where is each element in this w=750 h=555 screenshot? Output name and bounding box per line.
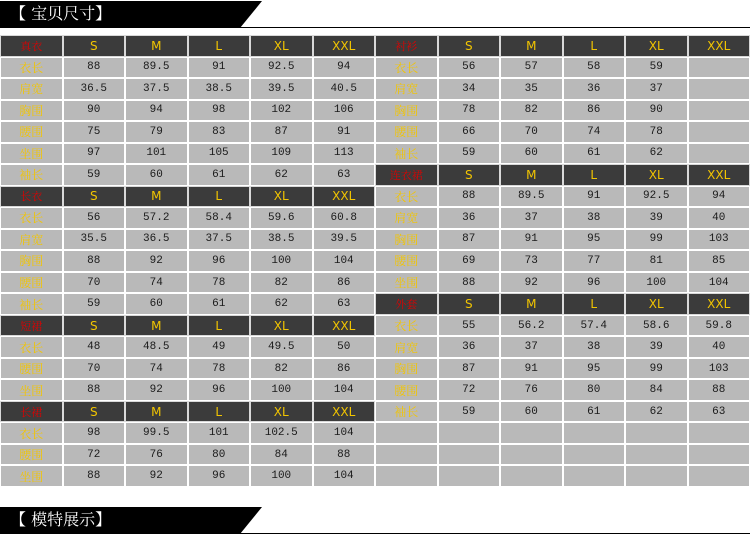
measurement-value: 96 — [563, 272, 626, 294]
measurement-value: 97 — [63, 143, 126, 165]
measurement-value: 99 — [625, 229, 688, 251]
measurement-value: 39.5 — [250, 78, 313, 100]
measurement-value: 76 — [500, 379, 563, 401]
measurement-value: 104 — [313, 250, 376, 272]
measurement-value: 104 — [313, 465, 376, 487]
measurement-value: 104 — [313, 379, 376, 401]
measurement-value: 56 — [63, 207, 126, 229]
measurement-value: 92.5 — [625, 186, 688, 208]
measurement-value: 39 — [625, 336, 688, 358]
size-header: M — [125, 315, 188, 337]
size-header: L — [188, 315, 251, 337]
measurement-label: 肩宽 — [375, 78, 438, 100]
measurement-value: 61 — [563, 401, 626, 423]
measurement-value: 91 — [500, 229, 563, 251]
measurement-value: 96 — [188, 250, 251, 272]
measurement-value: 39.5 — [313, 229, 376, 251]
measurement-value: 56 — [438, 57, 501, 79]
size-header: M — [500, 293, 563, 315]
measurement-label: 衣长 — [0, 422, 63, 444]
garment-category-label: 衬衫 — [375, 35, 438, 57]
measurement-value: 36 — [563, 78, 626, 100]
measurement-label: 衣长 — [0, 57, 63, 79]
measurement-value: 99 — [625, 358, 688, 380]
empty-cell — [438, 422, 501, 444]
empty-cell — [375, 465, 438, 487]
size-header: L — [188, 186, 251, 208]
empty-cell — [438, 444, 501, 466]
size-header: XL — [625, 35, 688, 57]
measurement-value: 59 — [625, 57, 688, 79]
measurement-value: 63 — [313, 164, 376, 186]
measurement-value: 99.5 — [125, 422, 188, 444]
measurement-value: 92 — [125, 465, 188, 487]
measurement-value: 84 — [625, 379, 688, 401]
size-header: M — [125, 35, 188, 57]
size-header: L — [188, 401, 251, 423]
measurement-value: 109 — [250, 143, 313, 165]
size-header: XXL — [688, 35, 750, 57]
measurement-value: 96 — [188, 465, 251, 487]
measurement-value: 60 — [500, 143, 563, 165]
measurement-value: 70 — [63, 358, 126, 380]
size-header: S — [438, 293, 501, 315]
garment-category-label: 短裙 — [0, 315, 63, 337]
size-header: XL — [250, 315, 313, 337]
measurement-value: 61 — [188, 164, 251, 186]
measurement-value: 62 — [625, 401, 688, 423]
measurement-label: 腰围 — [0, 358, 63, 380]
measurement-value: 88 — [313, 444, 376, 466]
measurement-value: 91 — [563, 186, 626, 208]
measurement-value: 62 — [250, 164, 313, 186]
model-banner-box — [0, 507, 240, 534]
measurement-value: 100 — [250, 250, 313, 272]
measurement-value: 50 — [313, 336, 376, 358]
measurement-value: 98 — [63, 422, 126, 444]
measurement-label: 胸围 — [375, 100, 438, 122]
empty-cell — [688, 422, 750, 444]
size-header: S — [438, 164, 501, 186]
measurement-value: 88 — [63, 57, 126, 79]
measurement-value: 82 — [250, 272, 313, 294]
measurement-value: 86 — [313, 272, 376, 294]
empty-cell — [688, 78, 750, 100]
garment-category-label: 外套 — [375, 293, 438, 315]
empty-cell — [688, 143, 750, 165]
measurement-value: 48 — [63, 336, 126, 358]
measurement-label: 坐围 — [375, 272, 438, 294]
garment-category-label: 长衣 — [0, 186, 63, 208]
measurement-value: 94 — [125, 100, 188, 122]
empty-cell — [625, 444, 688, 466]
model-section-title: 【 模特展示】 — [10, 510, 112, 529]
measurement-label: 肩宽 — [0, 78, 63, 100]
measurement-label: 袖长 — [375, 401, 438, 423]
measurement-value: 48.5 — [125, 336, 188, 358]
size-header: S — [63, 186, 126, 208]
measurement-label: 衣长 — [0, 336, 63, 358]
measurement-value: 62 — [250, 293, 313, 315]
empty-cell — [688, 465, 750, 487]
size-header: L — [188, 35, 251, 57]
measurement-value: 76 — [125, 444, 188, 466]
measurement-label: 坐围 — [0, 143, 63, 165]
measurement-value: 92.5 — [250, 57, 313, 79]
measurement-value: 103 — [688, 358, 750, 380]
empty-cell — [688, 444, 750, 466]
measurement-value: 58.6 — [625, 315, 688, 337]
measurement-value: 74 — [563, 121, 626, 143]
size-header: S — [63, 401, 126, 423]
measurement-value: 49 — [188, 336, 251, 358]
garment-category-label: 长裙 — [0, 401, 63, 423]
measurement-label: 袖长 — [0, 164, 63, 186]
measurement-value: 78 — [188, 358, 251, 380]
size-header: M — [500, 164, 563, 186]
measurement-value: 88 — [63, 250, 126, 272]
measurement-value: 100 — [250, 379, 313, 401]
measurement-label: 胸围 — [0, 100, 63, 122]
measurement-value: 104 — [313, 422, 376, 444]
measurement-value: 91 — [500, 358, 563, 380]
measurement-value: 94 — [313, 57, 376, 79]
measurement-value: 77 — [563, 250, 626, 272]
measurement-value: 74 — [125, 358, 188, 380]
empty-cell — [688, 100, 750, 122]
size-chart-grid — [0, 35, 750, 487]
measurement-label: 坐围 — [0, 465, 63, 487]
measurement-value: 82 — [250, 358, 313, 380]
measurement-value: 59 — [63, 293, 126, 315]
measurement-label: 袖长 — [0, 293, 63, 315]
measurement-value: 88 — [63, 379, 126, 401]
size-header: S — [63, 315, 126, 337]
measurement-value: 73 — [500, 250, 563, 272]
size-header: S — [63, 35, 126, 57]
size-header: XXL — [688, 164, 750, 186]
measurement-value: 105 — [188, 143, 251, 165]
size-section-title: 【 宝贝尺寸】 — [10, 4, 112, 23]
empty-cell — [688, 57, 750, 79]
size-header: XL — [250, 186, 313, 208]
measurement-value: 80 — [563, 379, 626, 401]
measurement-value: 101 — [125, 143, 188, 165]
measurement-label: 腰围 — [375, 250, 438, 272]
measurement-label: 腰围 — [0, 121, 63, 143]
measurement-value: 92 — [125, 379, 188, 401]
size-header: XL — [625, 293, 688, 315]
measurement-value: 92 — [500, 272, 563, 294]
measurement-value: 88 — [63, 465, 126, 487]
empty-cell — [563, 444, 626, 466]
measurement-value: 37.5 — [188, 229, 251, 251]
measurement-label: 坐围 — [0, 379, 63, 401]
measurement-value: 39 — [625, 207, 688, 229]
measurement-value: 88 — [438, 186, 501, 208]
measurement-value: 60 — [500, 401, 563, 423]
garment-category-label: 连衣裙 — [375, 164, 438, 186]
measurement-value: 34 — [438, 78, 501, 100]
measurement-value: 104 — [688, 272, 750, 294]
measurement-value: 66 — [438, 121, 501, 143]
measurement-label: 胸围 — [375, 358, 438, 380]
measurement-label: 衣长 — [375, 186, 438, 208]
measurement-value: 61 — [188, 293, 251, 315]
measurement-value: 59.6 — [250, 207, 313, 229]
measurement-label: 腰围 — [375, 379, 438, 401]
measurement-value: 70 — [63, 272, 126, 294]
measurement-value: 57.4 — [563, 315, 626, 337]
size-header: XXL — [313, 315, 376, 337]
size-header: M — [125, 186, 188, 208]
measurement-value: 88 — [688, 379, 750, 401]
size-header: XXL — [313, 186, 376, 208]
size-header: L — [563, 293, 626, 315]
measurement-label: 肩宽 — [375, 207, 438, 229]
measurement-value: 35 — [500, 78, 563, 100]
measurement-value: 91 — [313, 121, 376, 143]
size-header: M — [500, 35, 563, 57]
measurement-value: 36.5 — [125, 229, 188, 251]
measurement-value: 37 — [625, 78, 688, 100]
banner-arrow — [240, 1, 262, 28]
measurement-value: 89.5 — [500, 186, 563, 208]
measurement-value: 35.5 — [63, 229, 126, 251]
empty-cell — [625, 422, 688, 444]
measurement-value: 90 — [63, 100, 126, 122]
measurement-value: 78 — [438, 100, 501, 122]
measurement-value: 59.8 — [688, 315, 750, 337]
measurement-value: 38.5 — [188, 78, 251, 100]
measurement-value: 89.5 — [125, 57, 188, 79]
empty-cell — [625, 465, 688, 487]
size-header: M — [125, 401, 188, 423]
measurement-value: 38 — [563, 336, 626, 358]
measurement-value: 113 — [313, 143, 376, 165]
measurement-label: 肩宽 — [375, 336, 438, 358]
measurement-value: 102.5 — [250, 422, 313, 444]
measurement-value: 86 — [313, 358, 376, 380]
measurement-label: 衣长 — [0, 207, 63, 229]
size-header: XL — [625, 164, 688, 186]
measurement-value: 63 — [313, 293, 376, 315]
measurement-value: 60 — [125, 164, 188, 186]
measurement-value: 84 — [250, 444, 313, 466]
measurement-label: 袖长 — [375, 143, 438, 165]
measurement-value: 58.4 — [188, 207, 251, 229]
measurement-value: 57.2 — [125, 207, 188, 229]
measurement-value: 80 — [188, 444, 251, 466]
measurement-value: 85 — [688, 250, 750, 272]
measurement-value: 37.5 — [125, 78, 188, 100]
measurement-value: 72 — [63, 444, 126, 466]
measurement-value: 96 — [188, 379, 251, 401]
measurement-value: 91 — [188, 57, 251, 79]
measurement-value: 101 — [188, 422, 251, 444]
measurement-value: 95 — [563, 358, 626, 380]
measurement-value: 106 — [313, 100, 376, 122]
empty-cell — [500, 422, 563, 444]
measurement-value: 94 — [688, 186, 750, 208]
size-header: L — [563, 164, 626, 186]
measurement-value: 83 — [188, 121, 251, 143]
empty-cell — [438, 465, 501, 487]
measurement-value: 61 — [563, 143, 626, 165]
size-header: XXL — [313, 35, 376, 57]
measurement-value: 37 — [500, 207, 563, 229]
measurement-value: 36 — [438, 336, 501, 358]
measurement-value: 92 — [125, 250, 188, 272]
size-header: XXL — [688, 293, 750, 315]
measurement-value: 74 — [125, 272, 188, 294]
measurement-label: 衣长 — [375, 57, 438, 79]
measurement-value: 59 — [438, 401, 501, 423]
measurement-value: 90 — [625, 100, 688, 122]
measurement-value: 40 — [688, 207, 750, 229]
empty-cell — [500, 444, 563, 466]
measurement-value: 60.8 — [313, 207, 376, 229]
measurement-value: 36 — [438, 207, 501, 229]
measurement-value: 102 — [250, 100, 313, 122]
measurement-value: 86 — [563, 100, 626, 122]
measurement-value: 38.5 — [250, 229, 313, 251]
measurement-value: 59 — [63, 164, 126, 186]
measurement-value: 36.5 — [63, 78, 126, 100]
measurement-value: 78 — [188, 272, 251, 294]
size-header: XL — [250, 401, 313, 423]
measurement-value: 75 — [63, 121, 126, 143]
empty-cell — [375, 422, 438, 444]
measurement-value: 40 — [688, 336, 750, 358]
empty-cell — [375, 444, 438, 466]
measurement-label: 腰围 — [375, 121, 438, 143]
measurement-value: 59 — [438, 143, 501, 165]
measurement-value: 69 — [438, 250, 501, 272]
measurement-label: 胸围 — [0, 250, 63, 272]
size-banner-box — [0, 1, 240, 28]
measurement-value: 100 — [250, 465, 313, 487]
empty-cell — [563, 465, 626, 487]
measurement-value: 63 — [688, 401, 750, 423]
measurement-value: 100 — [625, 272, 688, 294]
measurement-value: 37 — [500, 336, 563, 358]
empty-cell — [688, 121, 750, 143]
measurement-value: 62 — [625, 143, 688, 165]
measurement-value: 40.5 — [313, 78, 376, 100]
size-header: L — [563, 35, 626, 57]
measurement-value: 98 — [188, 100, 251, 122]
measurement-label: 肩宽 — [0, 229, 63, 251]
measurement-value: 95 — [563, 229, 626, 251]
measurement-value: 49.5 — [250, 336, 313, 358]
measurement-value: 79 — [125, 121, 188, 143]
size-header: XXL — [313, 401, 376, 423]
measurement-value: 55 — [438, 315, 501, 337]
measurement-label: 胸围 — [375, 229, 438, 251]
measurement-value: 60 — [125, 293, 188, 315]
garment-category-label: 真衣 — [0, 35, 63, 57]
size-header: S — [438, 35, 501, 57]
measurement-value: 57 — [500, 57, 563, 79]
measurement-value: 87 — [438, 229, 501, 251]
measurement-value: 78 — [625, 121, 688, 143]
measurement-value: 87 — [438, 358, 501, 380]
measurement-value: 81 — [625, 250, 688, 272]
measurement-value: 72 — [438, 379, 501, 401]
empty-cell — [500, 465, 563, 487]
measurement-value: 87 — [250, 121, 313, 143]
measurement-value: 103 — [688, 229, 750, 251]
empty-cell — [563, 422, 626, 444]
measurement-label: 腰围 — [0, 444, 63, 466]
banner-arrow — [240, 507, 262, 534]
measurement-value: 58 — [563, 57, 626, 79]
measurement-value: 38 — [563, 207, 626, 229]
measurement-value: 56.2 — [500, 315, 563, 337]
measurement-value: 82 — [500, 100, 563, 122]
measurement-label: 腰围 — [0, 272, 63, 294]
measurement-label: 衣长 — [375, 315, 438, 337]
measurement-value: 88 — [438, 272, 501, 294]
measurement-value: 70 — [500, 121, 563, 143]
size-header: XL — [250, 35, 313, 57]
